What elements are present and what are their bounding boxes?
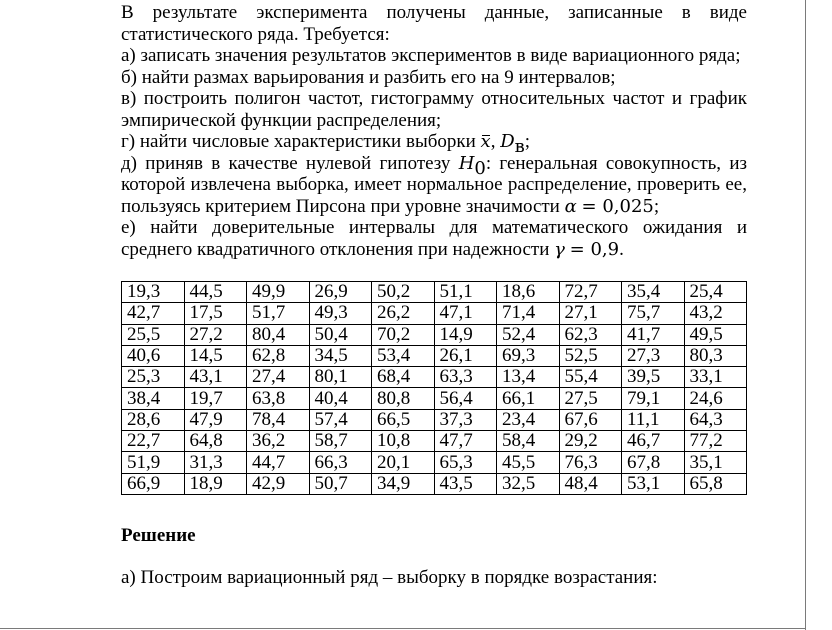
table-row bbox=[122, 431, 747, 452]
table-cell: 38,4 bbox=[122, 388, 185, 409]
table-cell: 71,4 bbox=[497, 303, 560, 324]
table-cell: 51,7 bbox=[247, 303, 310, 324]
table-cell: 48,4 bbox=[559, 473, 622, 494]
table-cell: 47,1 bbox=[434, 303, 497, 324]
table-row bbox=[122, 282, 747, 303]
table-cell: 11,1 bbox=[622, 409, 685, 430]
table-cell: 31,3 bbox=[184, 452, 247, 473]
table-cell: 19,3 bbox=[122, 282, 185, 303]
task-g-text: г) найти числовые характеристики выборки bbox=[121, 131, 476, 152]
table-cell: 58,7 bbox=[309, 431, 372, 452]
table-cell: 52,4 bbox=[497, 324, 560, 345]
table-cell: 27,1 bbox=[559, 303, 622, 324]
table-cell: 14,9 bbox=[434, 324, 497, 345]
sample-mean-symbol: x bbox=[480, 131, 491, 152]
table-row bbox=[122, 409, 747, 430]
table-cell: 24,6 bbox=[684, 388, 747, 409]
table-cell: 50,7 bbox=[309, 473, 372, 494]
table-cell: 34,5 bbox=[309, 345, 372, 366]
sample-variance-symbol: D bbox=[500, 131, 515, 152]
table-cell: 17,5 bbox=[184, 303, 247, 324]
gamma-symbol: γ bbox=[554, 238, 565, 260]
table-cell: 25,5 bbox=[122, 324, 185, 345]
table-cell: 45,5 bbox=[497, 452, 560, 473]
table-cell: 53,4 bbox=[372, 345, 435, 366]
table-cell: 43,2 bbox=[684, 303, 747, 324]
table-cell: 67,6 bbox=[559, 409, 622, 430]
table-cell: 49,3 bbox=[309, 303, 372, 324]
table-cell: 64,8 bbox=[184, 431, 247, 452]
table-cell: 27,2 bbox=[184, 324, 247, 345]
table-cell: 53,1 bbox=[622, 473, 685, 494]
table-row bbox=[122, 452, 747, 473]
null-hypothesis-symbol: H bbox=[458, 152, 475, 174]
table-cell: 57,4 bbox=[309, 409, 372, 430]
sample-variance-subscript: в bbox=[514, 135, 525, 157]
table-cell: 43,1 bbox=[184, 367, 247, 388]
solution-step-a: а) Построим вариационный ряд – выборку в порядке возрастания: bbox=[121, 567, 658, 588]
table-cell: 69,3 bbox=[497, 345, 560, 366]
data-table-body bbox=[122, 282, 747, 495]
alpha-symbol: α bbox=[564, 195, 577, 217]
table-cell: 27,3 bbox=[622, 345, 685, 366]
task-d-text1: д) приняв в качестве нулевой гипотезу bbox=[121, 152, 451, 174]
task-a: а) записать значения результатов экспериментов в виде вариационного ряда; bbox=[121, 45, 741, 66]
solution-heading: Решение bbox=[121, 525, 196, 546]
table-cell: 14,5 bbox=[184, 345, 247, 366]
table-cell: 26,9 bbox=[309, 282, 372, 303]
table-cell: 34,9 bbox=[372, 473, 435, 494]
table-cell: 79,1 bbox=[622, 388, 685, 409]
table-row bbox=[122, 473, 747, 494]
table-cell: 51,9 bbox=[122, 452, 185, 473]
table-cell: 42,7 bbox=[122, 303, 185, 324]
table-cell: 75,7 bbox=[622, 303, 685, 324]
table-cell: 44,7 bbox=[247, 452, 310, 473]
table-cell: 47,7 bbox=[434, 431, 497, 452]
table-cell: 80,8 bbox=[372, 388, 435, 409]
table-cell: 20,1 bbox=[372, 452, 435, 473]
table-cell: 18,9 bbox=[184, 473, 247, 494]
table-cell: 35,1 bbox=[684, 452, 747, 473]
task-g-end: ; bbox=[524, 131, 531, 152]
table-cell: 22,7 bbox=[122, 431, 185, 452]
table-cell: 23,4 bbox=[497, 409, 560, 430]
null-hypothesis-subscript: 0 bbox=[474, 157, 486, 179]
table-cell: 46,7 bbox=[622, 431, 685, 452]
intro-paragraph: В результате эксперимента получены данные, записанные в виде статистического ряда. Требуется: bbox=[121, 2, 747, 45]
table-cell: 29,2 bbox=[559, 431, 622, 452]
table-cell: 42,9 bbox=[247, 473, 310, 494]
table-cell: 35,4 bbox=[622, 282, 685, 303]
table-cell: 62,3 bbox=[559, 324, 622, 345]
table-cell: 50,2 bbox=[372, 282, 435, 303]
table-cell: 66,9 bbox=[122, 473, 185, 494]
task-g-comma: , bbox=[490, 131, 496, 152]
table-cell: 66,1 bbox=[497, 388, 560, 409]
page-bottom-edge bbox=[0, 628, 806, 629]
table-cell: 40,4 bbox=[309, 388, 372, 409]
table-cell: 80,1 bbox=[309, 367, 372, 388]
table-cell: 64,3 bbox=[684, 409, 747, 430]
table-cell: 39,5 bbox=[622, 367, 685, 388]
table-cell: 41,7 bbox=[622, 324, 685, 345]
table-row bbox=[122, 388, 747, 409]
table-cell: 18,6 bbox=[497, 282, 560, 303]
table-cell: 27,4 bbox=[247, 367, 310, 388]
table-cell: 40,6 bbox=[122, 345, 185, 366]
task-d-text2: : генеральная совокупность, из которой извлечена выборка, имеет нормальное распределение, проверить ее, пользуясь критерием Пирсона при уровне значимости bbox=[121, 152, 747, 217]
page-right-edge bbox=[805, 0, 806, 630]
table-cell: 43,5 bbox=[434, 473, 497, 494]
table-cell: 28,6 bbox=[122, 409, 185, 430]
table-cell: 58,4 bbox=[497, 431, 560, 452]
table-cell: 47,9 bbox=[184, 409, 247, 430]
table-cell: 44,5 bbox=[184, 282, 247, 303]
table-cell: 33,1 bbox=[684, 367, 747, 388]
table-cell: 10,8 bbox=[372, 431, 435, 452]
task-d bbox=[121, 153, 747, 218]
table-cell: 37,3 bbox=[434, 409, 497, 430]
table-row bbox=[122, 345, 747, 366]
task-e bbox=[121, 217, 747, 260]
table-cell: 67,8 bbox=[622, 452, 685, 473]
table-cell: 80,4 bbox=[247, 324, 310, 345]
statistical-data-table bbox=[121, 281, 747, 495]
table-cell: 52,5 bbox=[559, 345, 622, 366]
table-cell: 62,8 bbox=[247, 345, 310, 366]
table-row bbox=[122, 367, 747, 388]
table-cell: 63,8 bbox=[247, 388, 310, 409]
table-cell: 68,4 bbox=[372, 367, 435, 388]
table-cell: 76,3 bbox=[559, 452, 622, 473]
table-cell: 36,2 bbox=[247, 431, 310, 452]
task-v: в) построить полигон частот, гистограмму относительных частот и график эмпирической функции распределения; bbox=[121, 88, 747, 131]
table-row bbox=[122, 324, 747, 345]
task-e-text: е) найти доверительные интервалы для математического ожидания и среднего квадратичного отклонения при надежности bbox=[121, 217, 747, 260]
table-cell: 77,2 bbox=[684, 431, 747, 452]
table-cell: 13,4 bbox=[497, 367, 560, 388]
table-cell: 25,4 bbox=[684, 282, 747, 303]
task-d-end: ; bbox=[653, 195, 660, 217]
table-cell: 26,1 bbox=[434, 345, 497, 366]
table-cell: 80,3 bbox=[684, 345, 747, 366]
table-cell: 19,7 bbox=[184, 388, 247, 409]
table-cell: 66,5 bbox=[372, 409, 435, 430]
table-row bbox=[122, 303, 747, 324]
table-cell: 56,4 bbox=[434, 388, 497, 409]
table-cell: 65,3 bbox=[434, 452, 497, 473]
table-cell: 32,5 bbox=[497, 473, 560, 494]
problem-statement bbox=[121, 2, 747, 260]
table-cell: 66,3 bbox=[309, 452, 372, 473]
table-cell: 51,1 bbox=[434, 282, 497, 303]
table-cell: 50,4 bbox=[309, 324, 372, 345]
table-cell: 26,2 bbox=[372, 303, 435, 324]
table-cell: 63,3 bbox=[434, 367, 497, 388]
table-cell: 27,5 bbox=[559, 388, 622, 409]
table-cell: 49,9 bbox=[247, 282, 310, 303]
alpha-value: = 0,025 bbox=[581, 195, 654, 217]
task-g bbox=[121, 131, 747, 157]
task-b: б) найти размах варьирования и разбить его на 9 интервалов; bbox=[121, 66, 616, 88]
table-cell: 70,2 bbox=[372, 324, 435, 345]
table-cell: 25,3 bbox=[122, 367, 185, 388]
table-cell: 78,4 bbox=[247, 409, 310, 430]
table-cell: 65,8 bbox=[684, 473, 747, 494]
table-cell: 55,4 bbox=[559, 367, 622, 388]
gamma-value: = 0,9 bbox=[569, 238, 620, 260]
table-cell: 49,5 bbox=[684, 324, 747, 345]
table-cell: 72,7 bbox=[559, 282, 622, 303]
task-e-end: . bbox=[619, 238, 624, 260]
